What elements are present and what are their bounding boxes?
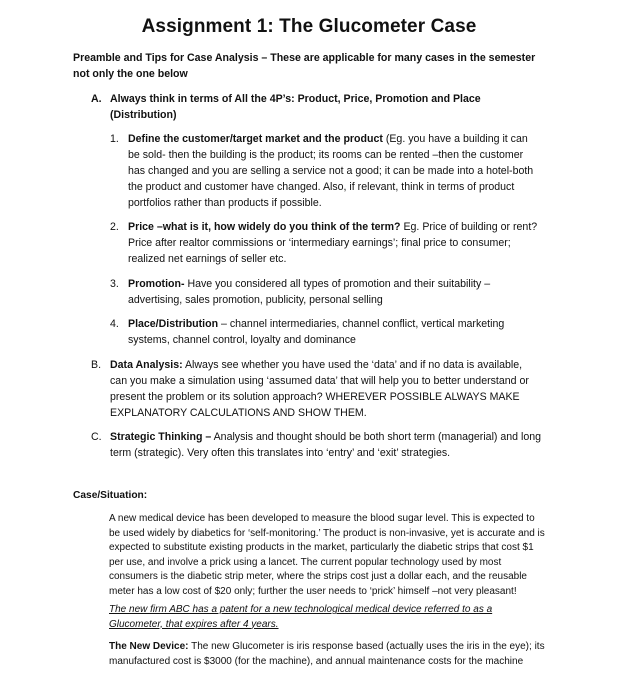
section-heading: Always think in terms of All the 4P’s: Product, Price, Promotion and Place (Distribution): [110, 93, 481, 121]
item-text: – channel intermediaries, channel conflict, vertical marketing systems, channel control, loyalty and dominance: [128, 318, 505, 346]
new-device-text: The new Glucometer is iris response based (actually uses the iris in the eye); its manufactured cost is $3000 (for the machine), and annual maintenance costs for the machine: [109, 641, 545, 667]
section-heading: Strategic Thinking –: [110, 431, 212, 443]
case-paragraph: A new medical device has been developed to measure the blood sugar level. This is expected to be used widely by diabetics for ‘self-monitoring.’ The product is non-invasive, yet is accurate and is expected to substitute existing products in the market, particularly the diabetic strips that cost $1 per use, and involve a prick using a lancet. The current popular technology used by most consumers is the diabetic strip meter, where the strips cost just a dollar each, and the reusable meter has a low cost of $20 only; further the user needs to ‘prick’ himself –not very pleasant!: [109, 513, 545, 597]
patent-note: The new firm ABC has a patent for a new technological medical device referred to as a Glucometer, that expires after 4 years.: [109, 604, 493, 630]
new-device-label: The New Device:: [109, 641, 189, 652]
item-marker: 4.: [110, 318, 119, 330]
item-marker: 1.: [110, 133, 119, 145]
list-item-1: [110, 131, 540, 211]
item-text: (Eg. you have a building it can be sold- then the building is the product; its rooms can be rented –then the customer has changed and you are selling a service not a good; it can be made into a hotel-both the product and customer have changed. Also, if relevant, think in terms of product portfolios rather than products if possible.: [128, 133, 534, 209]
section-body: Always see whether you have used the ‘data’ and if no data is available, can you make a simulation using ‘assumed data’ that will help you to better understand or present the problem or its solution approach? WHEREVER POSSIBLE ALWAYS MAKE EXPLANATORY CALCULATIONS AND SHOW THEM.: [110, 359, 529, 419]
item-lead: Define the customer/target market and the product: [128, 133, 383, 145]
list-item-2: [110, 219, 540, 267]
item-lead: Place/Distribution: [128, 318, 219, 330]
item-marker: 3.: [110, 278, 119, 290]
case-heading: Case/Situation:: [73, 490, 148, 501]
item-lead: Promotion-: [128, 278, 185, 290]
page-title: Assignment 1: The Glucometer Case: [141, 16, 477, 37]
section-heading: Data Analysis:: [110, 359, 183, 371]
list-item-3: [110, 276, 540, 308]
new-device-paragraph: [109, 640, 546, 669]
item-text: Have you considered all types of promotion and their suitability – advertising, sales promotion, publicity, personal selling: [128, 278, 491, 306]
section-marker: C.: [91, 431, 102, 443]
section-body: Analysis and thought should be both short term (managerial) and long term (strategic). Very often this translates into ‘entry’ and ‘exit’ strategies.: [110, 431, 542, 459]
section-marker: A.: [91, 93, 102, 105]
section-c: [91, 429, 542, 461]
section-a: [91, 91, 490, 123]
list-item-4: [110, 316, 540, 348]
item-text: Eg. Price of building or rent? Price after realtor commissions or ‘intermediary earnings’; final price to consumer; realized net earnings of seller etc.: [128, 221, 538, 265]
item-lead: Price –what is it, how widely do you think of the term?: [128, 221, 401, 233]
section-marker: B.: [91, 359, 102, 371]
preamble-heading: Preamble and Tips for Case Analysis – These are applicable for many cases in the semester not only the one below: [73, 52, 536, 80]
section-b: [91, 357, 542, 421]
item-marker: 2.: [110, 221, 119, 233]
